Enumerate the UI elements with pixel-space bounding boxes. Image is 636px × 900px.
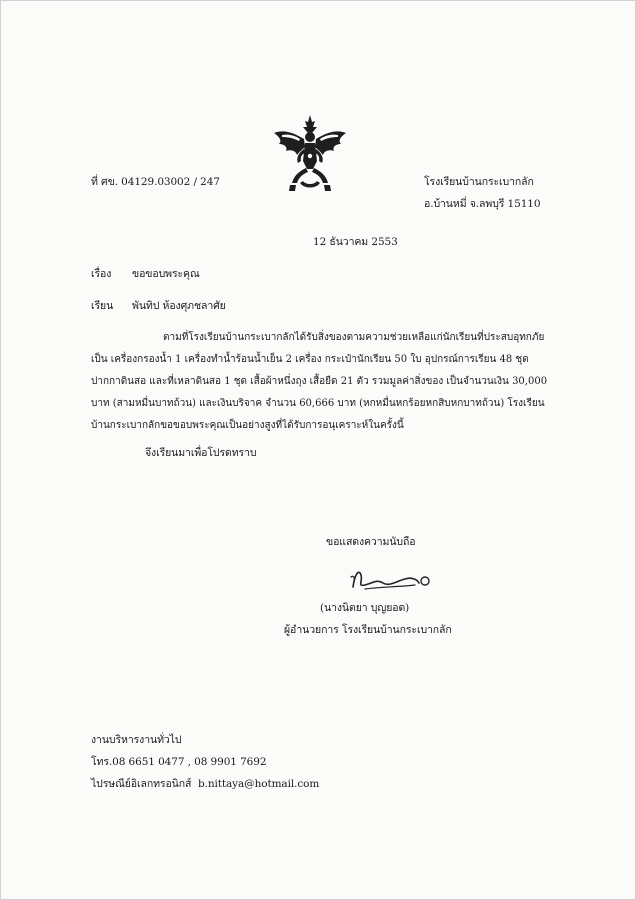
closing-request: จึงเรียนมาเพื่อโปรดทราบ — [145, 447, 257, 459]
subject-text: ขอขอบพระคุณ — [132, 268, 200, 280]
signer-title: ผู้อำนวยการ โรงเรียนบ้านกระเบากลัก — [284, 624, 452, 636]
school-name: โรงเรียนบ้านกระเบากลัก — [424, 176, 534, 188]
garuda-emblem — [270, 113, 350, 195]
body-line: บาท (สามหมื่นบาทถ้วน) และเงินบริจาค จำนวน 60,666 บาท (หกหมื่นหกร้อยหกสิบหกบาทถ้วน) โรงเรียน — [91, 398, 545, 409]
handwritten-signature — [345, 565, 437, 595]
department: งานบริหารงานทั่วไป — [91, 734, 182, 746]
letter-date: 12 ธันวาคม 2553 — [313, 236, 398, 248]
reference-number: ที่ ศข. 04129.03002 / 247 — [91, 176, 220, 188]
body-line: เป็น เครื่องกรองน้ำ 1 เครื่องทำน้ำร้อนน้ำเย็น 2 เครื่อง กระเป๋านักเรียน 50 ใบ อุปกรณ์การเรียน 48 ชุด — [91, 354, 529, 365]
signer-name: (นางนิตยา บุญยอด) — [320, 602, 410, 614]
sign-off: ขอแสดงความนับถือ — [326, 536, 416, 548]
school-address: อ.บ้านหมี่ จ.ลพบุรี 15110 — [424, 198, 541, 210]
body-line: ตามที่โรงเรียนบ้านกระเบากลักได้รับสิ่งของตามความช่วยเหลือแก่นักเรียนที่ประสบอุทกภัย — [163, 332, 545, 343]
recipient-text: พันทิป ห้องศุภชลาศัย — [132, 300, 226, 312]
subject-label: เรื่อง — [91, 268, 112, 280]
email-label: ไปรษณีย์อิเลกทรอนิกส์ — [91, 778, 192, 790]
recipient-label: เรียน — [91, 300, 114, 312]
email-address: b.nittaya@hotmail.com — [198, 778, 320, 790]
phone: โทร.08 6651 0477 , 08 9901 7692 — [91, 756, 267, 768]
body-line: ปากกาดินสอ และที่เหลาดินสอ 1 ชุด เสื้อผ้าหนึ่งถุง เสื้อยืด 21 ตัว รวมมูลค่าสิ่งของ เป็นจำนวนเงิน 30,000 — [91, 376, 548, 387]
body-line: บ้านกระเบากลักขอขอบพระคุณเป็นอย่างสูงที่ได้รับการอนุเคราะห์ในครั้งนี้ — [91, 420, 404, 431]
